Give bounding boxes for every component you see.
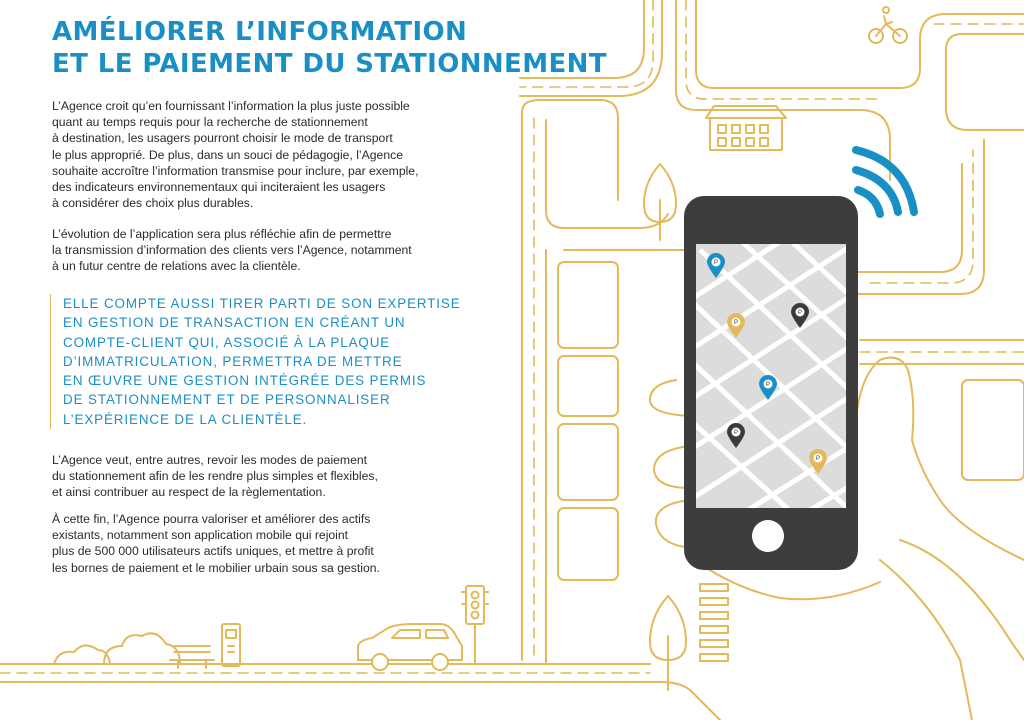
body-paragraph xyxy=(52,226,482,275)
city-block xyxy=(558,424,618,500)
bush xyxy=(54,645,110,664)
body-paragraph xyxy=(52,511,482,576)
quote-line: EN ŒUVRE UNE GESTION INTÉGRÉE DES PERMIS xyxy=(63,373,427,389)
quote-line: D’IMMATRICULATION, PERMETTRA DE METTRE xyxy=(63,353,403,369)
svg-text:P: P xyxy=(733,320,739,327)
quote-line: DE STATIONNEMENT ET DE PERSONNALISER xyxy=(63,392,391,408)
wifi-signal-icon xyxy=(856,150,914,214)
svg-text:P: P xyxy=(815,456,821,463)
text-line: plus de 500 000 utilisateurs actifs uniques, et mettre à profit xyxy=(52,544,374,559)
tree xyxy=(650,596,686,690)
quote-line: EN GESTION DE TRANSACTION EN CRÉANT UN xyxy=(63,315,406,331)
text-line: L’Agence veut, entre autres, revoir les modes de paiement xyxy=(52,453,368,467)
text-line: la transmission d’information des clients vers l’Agence, notamment xyxy=(52,243,412,258)
text-line: quant au temps requis pour la recherche de stationnement xyxy=(52,115,368,130)
text-line: à destination, les usagers pourront choisir le mode de transport xyxy=(52,131,393,146)
crosswalk xyxy=(700,584,728,661)
svg-text:P: P xyxy=(733,430,739,437)
city-block xyxy=(962,380,1024,480)
text-line: à un futur centre de relations avec la clientèle. xyxy=(52,259,301,274)
cyclist xyxy=(869,7,907,43)
parking-meter xyxy=(222,624,240,666)
page-title xyxy=(52,16,607,80)
text-line: des indicateurs environnementaux qui inciteraient les usagers xyxy=(52,180,386,195)
text-line: L’évolution de l’application sera plus réfléchie afin de permettre xyxy=(52,227,392,241)
text-line: le plus approprié. De plus, dans un souci de pédagogie, l’Agence xyxy=(52,147,403,162)
hand xyxy=(856,358,1024,560)
title-line: ET LE PAIEMENT DU STATIONNEMENT xyxy=(52,49,607,79)
quote-line: ELLE COMPTE AUSSI TIRER PARTI DE SON EXPERTISE xyxy=(63,296,461,311)
title-line: AMÉLIORER L’INFORMATION xyxy=(52,17,468,47)
city-block xyxy=(558,262,618,348)
text-line: à considérer des choix plus durables. xyxy=(52,196,254,211)
text-line: et ainsi contribuer au respect de la règlementation. xyxy=(52,485,326,500)
building xyxy=(706,106,786,118)
svg-text:P: P xyxy=(713,260,719,267)
road-left-vertical xyxy=(522,100,618,200)
text-line: existants, notamment son application mobile qui rejoint xyxy=(52,528,349,543)
quote-line: L’EXPÉRIENCE DE LA CLIENTÈLE. xyxy=(63,411,308,427)
traffic-light xyxy=(462,586,488,664)
text-line: du stationnement afin de les rendre plus simples et flexibles, xyxy=(52,469,378,484)
text-line: souhaite accroître l’information transmise pour inclure, par exemple, xyxy=(52,163,419,178)
text-line: À cette fin, l’Agence pourra valoriser et améliorer des actifs xyxy=(52,512,371,526)
body-paragraph xyxy=(52,452,482,501)
text-line: les bornes de paiement et le mobilier urbain sous sa gestion. xyxy=(52,560,380,575)
svg-text:P: P xyxy=(765,382,771,389)
pull-quote xyxy=(50,294,483,429)
svg-text:P: P xyxy=(797,310,803,317)
tree xyxy=(644,164,676,240)
body-paragraph xyxy=(52,98,482,211)
text-line: L’Agence croit qu’en fournissant l’information la plus juste possible xyxy=(52,99,410,113)
quote-line: COMPTE-CLIENT QUI, ASSOCIÉ À LA PLAQUE xyxy=(63,334,391,350)
city-block xyxy=(558,356,618,416)
bush xyxy=(104,633,180,664)
city-block xyxy=(558,508,618,580)
